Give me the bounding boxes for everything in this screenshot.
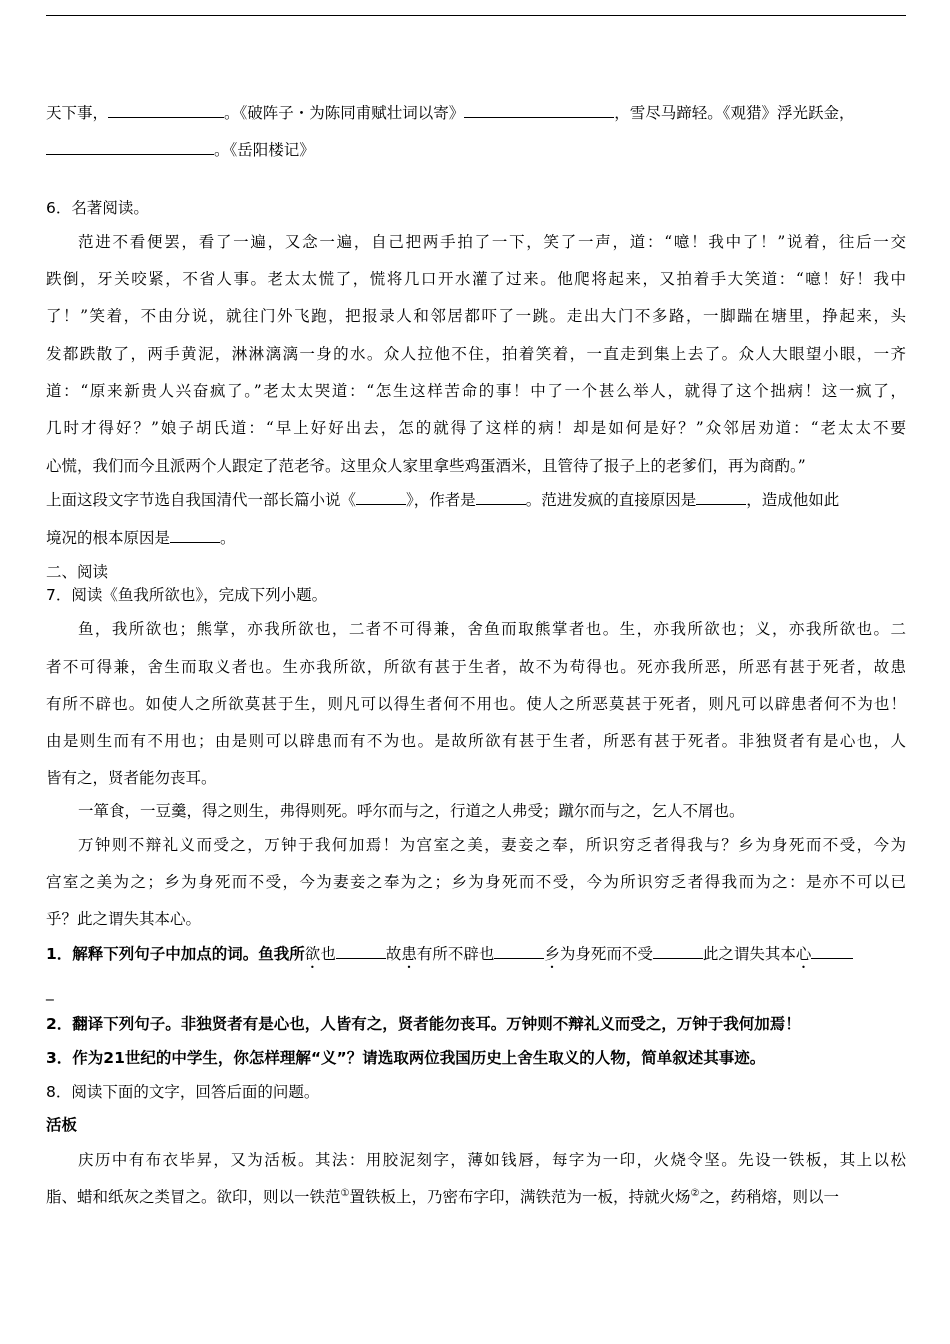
answer-blank[interactable] xyxy=(356,489,406,505)
text-span: 境况的根本原因是 xyxy=(46,529,171,547)
text-span: 有所不辟也 xyxy=(416,945,495,963)
top-rule xyxy=(46,15,906,16)
text-span: 脂、蜡和纸灰之类冒之。欲印，则以一铁范 xyxy=(46,1188,341,1206)
text-span: 置铁板上，乃密布字印，满铁范为一板，持就火炀 xyxy=(349,1188,691,1206)
text-span: 故 xyxy=(385,945,402,963)
answer-blank[interactable] xyxy=(476,489,526,505)
text-span: ，造成他如此 xyxy=(746,491,840,509)
answer-blank[interactable] xyxy=(464,102,614,118)
footnote-marker[interactable]: ① xyxy=(340,1187,350,1199)
answer-blank[interactable] xyxy=(46,139,214,155)
question-6-title: 6．名著阅读。 xyxy=(46,199,149,217)
text-span: 1．解释下列句子中加点的词。鱼我所 xyxy=(46,945,305,963)
answer-blank[interactable] xyxy=(170,527,220,543)
dotted-word: 乡 xyxy=(544,945,560,963)
text-span: 。范进发疯的直接原因是 xyxy=(525,491,697,509)
passage-6-line: 发都跌散了，两手黄泥，淋淋漓漓一身的水。众人拉他不住，拍着笑着，一直走到集上去了。众人大眼望小眼，一齐 xyxy=(46,345,906,363)
passage-7-line: 由是则生而有不用也；由是则可以辟患而有不为也。是故所欲有甚于生者，所恶有甚于死者。非独贤者有是心也，人 xyxy=(46,732,906,750)
subquestion-1 xyxy=(46,943,906,972)
passage-6-line: 心慌，我们而今且派两个人跟定了范老爷。这里众人家里拿些鸡蛋酒米，且管待了报子上的老爹们，再为商酌。” xyxy=(46,457,806,475)
answer-blank[interactable] xyxy=(494,943,544,959)
text-span: 上面这段文字节选自我国清代一部长篇小说《 xyxy=(46,491,357,509)
text-span: 天下事， xyxy=(46,104,109,122)
passage-6-line: 几时才得好？”娘子胡氏道：“早上好好出去，怎的就得了这样的病！却是如何是好？”众邻居劝道：“老太太不要 xyxy=(46,419,906,437)
passage-6-line: 跌倒，牙关咬紧，不省人事。老太太慌了，慌将几口开水灌了过来。他爬将起来，又拍着手大笑道：“噫！好！我中 xyxy=(46,270,906,288)
text-span: 此之谓失其本 xyxy=(702,945,796,963)
passage-8-line xyxy=(46,1187,906,1207)
fill-blank-line-1 xyxy=(46,102,906,123)
answer-blank[interactable] xyxy=(336,943,386,959)
footnote-marker[interactable]: ② xyxy=(690,1187,700,1199)
dotted-word: 心 xyxy=(795,945,812,963)
dotted-word: 患 xyxy=(401,945,417,963)
passage-6-line: 道：“原来新贵人兴奋疯了。”老太太哭道：“怎生这样苦命的事！中了一个甚么举人，就得了这个拙病！这一疯了， xyxy=(46,382,906,400)
dotted-word: 欲 xyxy=(304,945,321,963)
text-span: ，雪尽马蹄轻。《观猎》浮光跃金， xyxy=(614,104,855,122)
passage-6-line: 范进不看便罢，看了一遍，又念一遍，自己把两手拍了一下，笑了一声，道：“噫！我中了！”说着，往后一交 xyxy=(78,233,906,251)
question-6-prompt xyxy=(46,489,906,510)
subquestion-3: 3．作为21世纪的中学生，你怎样理解“义”？请选取两位我国历史上舍生取义的人物，简单叙述其事迹。 xyxy=(46,1049,766,1067)
answer-blank[interactable] xyxy=(811,943,853,959)
text-span: 》，作者是 xyxy=(406,491,476,509)
passage-8-line: 庆历中有布衣毕昇，又为活板。其法：用胶泥刻字，薄如钱唇，每字为一印，火烧令坚。先设一铁板，其上以松 xyxy=(78,1151,906,1169)
passage-7-line: 万钟则不辩礼义而受之，万钟于我何加焉！为宫室之美，妻妾之奉，所识穷乏者得我与？乡为身死而不受，今为 xyxy=(78,836,906,854)
passage-7-line: 乎？此之谓失其本心。 xyxy=(46,910,202,928)
passage-7-line: 有所不辟也。如使人之所欲莫甚于生，则凡可以得生者何不用也。使人之所恶莫甚于死者，则凡可以辟患者何不为也！ xyxy=(46,695,906,713)
passage-7-line: 宫室之美为之；乡为身死而不受，今为妻妾之奉为之；乡为身死而不受，今为所识穷乏者得我而为之：是亦不可以已 xyxy=(46,873,906,891)
text-span: 。 xyxy=(220,529,236,547)
text-span: 为身死而不受 xyxy=(559,945,653,963)
passage-7-line: 皆有之，贤者能勿丧耳。 xyxy=(46,769,217,787)
answer-blank[interactable] xyxy=(653,943,703,959)
answer-blank[interactable] xyxy=(108,102,224,118)
text-span: 。《岳阳楼记》 xyxy=(214,141,315,159)
passage-8-heading: 活板 xyxy=(46,1115,78,1134)
subquestion-1-tail: _ xyxy=(46,983,54,1001)
passage-6-line: 了！”笑着，不由分说，就往门外飞跑，把报录人和邻居都吓了一跳。走出大门不多路，一脚踹在塘里，挣起来，头 xyxy=(46,307,906,325)
text-span: 之，药稍熔，则以一 xyxy=(699,1188,839,1206)
passage-7-line: 一箪食，一豆羹，得之则生，弗得则死。呼尔而与之，行道之人弗受；蹴尔而与之，乞人不屑也。 xyxy=(78,802,745,820)
section-heading: 二、阅读 xyxy=(46,563,109,581)
answer-blank[interactable] xyxy=(696,489,746,505)
question-7-title: 7．阅读《鱼我所欲也》，完成下列小题。 xyxy=(46,586,328,604)
text-span: 。《破阵子・为陈同甫赋壮词以寄》 xyxy=(224,104,465,122)
text-span: 也 xyxy=(320,945,336,963)
fill-blank-line-2 xyxy=(46,139,906,160)
question-8-title: 8．阅读下面的文字，回答后面的问题。 xyxy=(46,1083,320,1101)
question-6-prompt-cont xyxy=(46,527,906,548)
subquestion-2: 2．翻译下列句子。非独贤者有是心也，人皆有之，贤者能勿丧耳。万钟则不辩礼义而受之，万钟于我何加焉！ xyxy=(46,1015,801,1033)
passage-7-line: 鱼，我所欲也；熊掌，亦我所欲也，二者不可得兼，舍鱼而取熊掌者也。生，亦我所欲也；义，亦我所欲也。二 xyxy=(78,620,906,638)
passage-7-line: 者不可得兼，舍生而取义者也。生亦我所欲，所欲有甚于生者，故不为苟得也。死亦我所恶，所恶有甚于死者，故患 xyxy=(46,658,906,676)
